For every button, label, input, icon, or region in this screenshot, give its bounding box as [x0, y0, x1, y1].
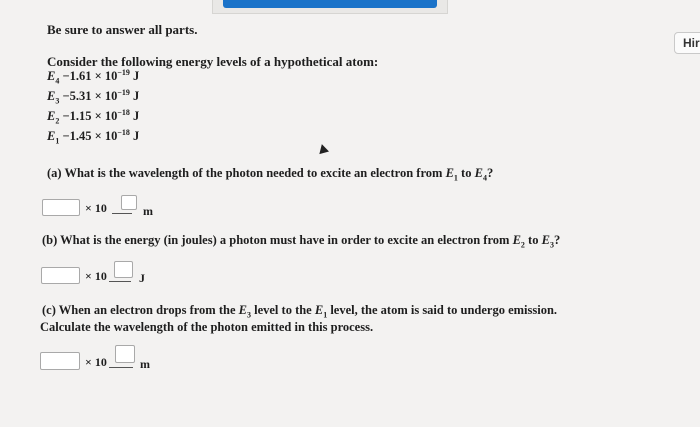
part-b-question: (b) What is the energy (in joules) a photon must have in order to excite an electron from $E_2$ to $E_3$? — [42, 233, 561, 250]
intro-text: Consider the following energy levels of a hypothetical atom: — [47, 54, 379, 69]
part-c-exponent-input[interactable] — [115, 345, 135, 363]
part-a-mantissa-input[interactable] — [42, 199, 80, 216]
part-b-unit: J — [139, 271, 145, 285]
part-a-exponent-input[interactable] — [121, 195, 137, 210]
part-a-unit: m — [143, 204, 153, 218]
part-c-times-ten: × 10 — [85, 355, 107, 369]
instructions-text: Be sure to answer all parts. — [47, 22, 198, 37]
part-b-underline — [109, 281, 131, 282]
hint-button[interactable]: Hir — [674, 32, 700, 54]
part-b-mantissa-input[interactable] — [41, 267, 80, 284]
part-a-times-ten: × 10 — [85, 201, 107, 215]
mouse-cursor-icon — [317, 143, 329, 154]
part-c-underline — [109, 367, 133, 368]
part-b-times-ten: × 10 — [85, 269, 107, 283]
part-c-question-line2: Calculate the wavelength of the photon emitted in this process. — [40, 320, 374, 334]
part-b-exponent-input[interactable] — [114, 261, 133, 278]
energy-level-1: $E_1 -1.45 \times 10^{-18}$ J — [47, 128, 140, 146]
energy-level-2: $E_2 -1.15 \times 10^{-18}$ J — [47, 108, 140, 126]
top-toolbar — [212, 0, 448, 14]
part-a-underline — [112, 213, 132, 214]
part-a-question: (a) What is the wavelength of the photon needed to excite an electron from $E_1$ to $E_4$? — [47, 166, 494, 183]
energy-level-4: $E_4 -1.61 \times 10^{-19}$ J — [47, 68, 140, 86]
top-action-button[interactable] — [223, 0, 437, 8]
part-c-question-line1: (c) When an electron drops from the $E_3$ level to the $E_1$ level, the atom is said to undergo emission. — [42, 303, 558, 320]
part-c-mantissa-input[interactable] — [40, 352, 80, 370]
energy-level-3: $E_3 -5.31 \times 10^{-19}$ J — [47, 88, 140, 106]
part-c-unit: m — [140, 357, 150, 371]
